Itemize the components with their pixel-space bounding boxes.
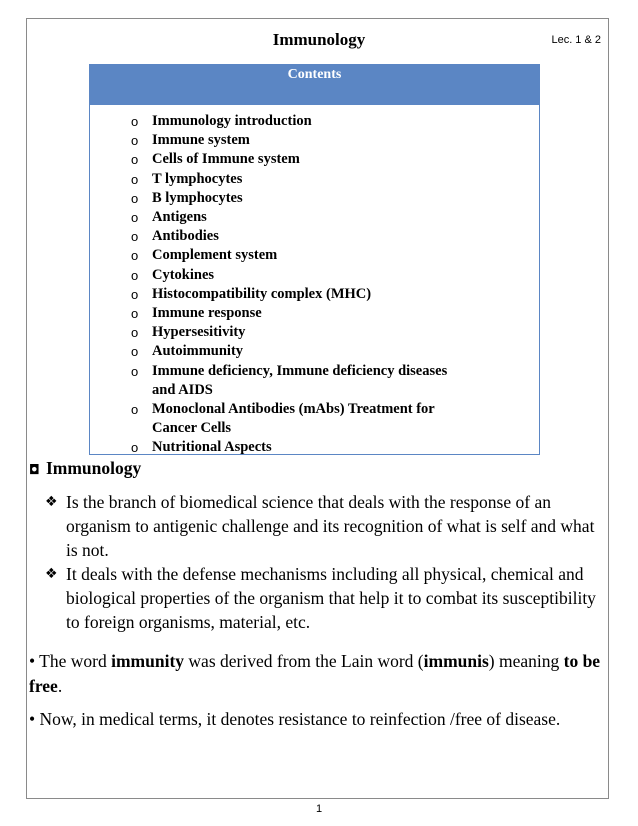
lecture-label: Lec. 1 & 2 — [551, 34, 601, 46]
contents-item: o Histocompatibility complex (MHC) — [90, 285, 539, 304]
contents-header-bar — [90, 65, 539, 105]
bullet-icon: o — [131, 402, 139, 418]
contents-item: o Antibodies — [90, 227, 539, 246]
contents-item: o Autoimmunity — [90, 342, 539, 361]
contents-box — [89, 64, 540, 455]
bullet-icon: o — [131, 229, 139, 245]
bullet-icon: o — [131, 440, 139, 456]
contents-item: o Immune response — [90, 304, 539, 323]
bullet-icon: o — [131, 152, 139, 168]
bullet-icon: o — [131, 248, 139, 264]
square-bullet-icon: ◘ — [29, 463, 40, 478]
bullet-icon: o — [131, 114, 139, 129]
contents-item: o Immune system — [90, 131, 539, 150]
diamond-bullet-icon: ❖ — [45, 566, 58, 582]
contents-item: o Immune deficiency, Immune deficiency diseases and AIDS — [131, 362, 448, 398]
contents-item: o Immunology introduction — [90, 112, 539, 131]
contents-title: Contents — [287, 67, 342, 82]
bullet-icon: o — [131, 344, 139, 360]
bullet-icon: o — [131, 286, 139, 302]
definition-points — [45, 490, 605, 634]
list-item: ❖ Is the branch of biomedical science that deals with the response of an organism to antigenic challenge and its recognition of what is self and what is not. — [45, 492, 595, 560]
diamond-bullet-icon: ❖ — [45, 494, 58, 510]
contents-item: o Complement system — [90, 246, 539, 265]
contents-item: o Monoclonal Antibodies (mAbs) Treatment for Cancer Cells — [131, 401, 435, 437]
contents-item: o Antigens — [90, 208, 539, 227]
bullet-icon: o — [131, 190, 139, 206]
page-number: 1 — [315, 803, 323, 815]
bullet-icon: o — [131, 325, 139, 341]
contents-item: o T lymphocytes — [90, 170, 539, 189]
contents-list — [90, 105, 539, 458]
bullet-icon: o — [131, 267, 139, 283]
contents-item: o Nutritional Aspects — [90, 438, 539, 457]
page-title: Immunology — [272, 30, 366, 49]
paragraph-immunity-origin: • The word immunity was derived from the Lain word (immunis) meaning to be free. — [29, 651, 601, 696]
list-item: ❖ It deals with the defense mechanisms including all physical, chemical and biological properties of the organism that help it to combat its susceptibility to foreign organisms, material, etc. — [45, 564, 596, 632]
contents-item: o Cells of Immune system — [90, 150, 539, 169]
bullet-icon: o — [131, 171, 139, 187]
paragraph-medical-terms: • Now, in medical terms, it denotes resistance to reinfection /free of disease. — [29, 709, 561, 729]
contents-item: o Cytokines — [90, 266, 539, 285]
bullet-icon: o — [131, 363, 139, 379]
bullet-icon: o — [131, 133, 139, 149]
bullet-icon: o — [131, 210, 139, 226]
contents-item: o B lymphocytes — [90, 189, 539, 208]
bullet-icon: o — [131, 306, 139, 322]
section-heading: ◘ Immunology — [29, 458, 142, 478]
contents-item: o Hypersesitivity — [90, 323, 539, 342]
